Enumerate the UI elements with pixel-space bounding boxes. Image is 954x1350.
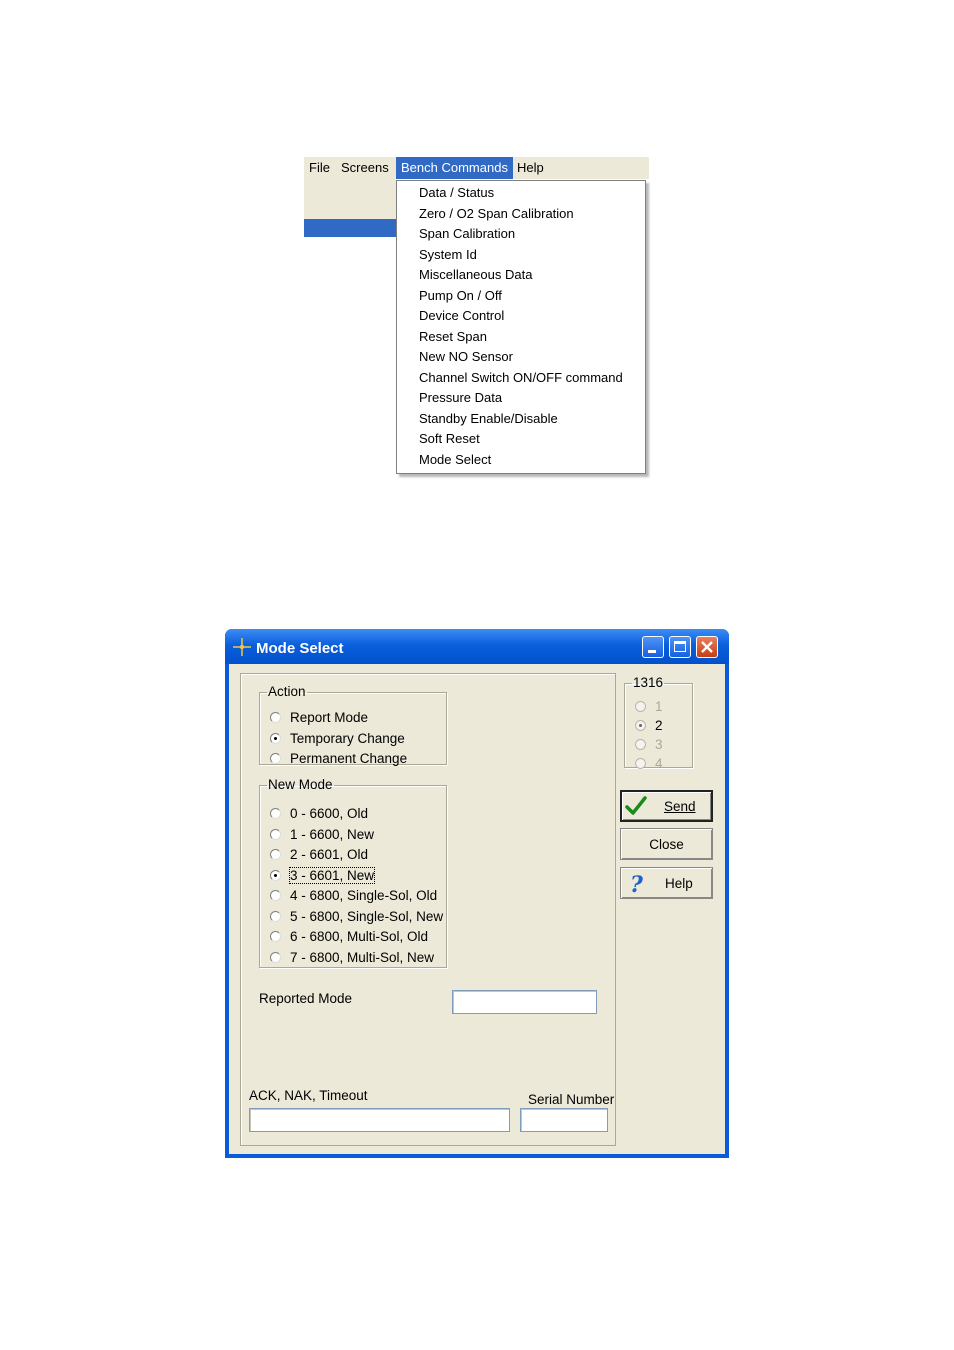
radio-label: Report Mode — [290, 710, 369, 725]
ack-nak-timeout-label: ACK, NAK, Timeout — [249, 1088, 368, 1103]
send-button-label: Send — [664, 798, 696, 814]
menu-item-data-status[interactable]: Data / Status — [419, 185, 495, 200]
radio-button[interactable] — [270, 931, 281, 942]
radio-button — [635, 739, 646, 750]
radio-channel-3 — [635, 735, 663, 755]
menu-item-pressure-data[interactable]: Pressure Data — [419, 390, 503, 405]
minimize-icon — [648, 650, 656, 653]
radio-button[interactable] — [270, 829, 281, 840]
menu-item-span-calibration[interactable]: Span Calibration — [419, 226, 516, 241]
reported-mode-label: Reported Mode — [259, 991, 353, 1006]
radio-mode-0[interactable] — [270, 804, 368, 824]
radio-label: 5 - 6800, Single-Sol, New — [290, 909, 444, 924]
checkmark-icon — [625, 795, 647, 817]
new-mode-group — [259, 778, 447, 968]
radio-label: 0 - 6600, Old — [290, 806, 369, 821]
menu-item-channel-switch[interactable]: Channel Switch ON/OFF command — [419, 369, 623, 385]
dialog-client-area — [229, 664, 725, 1154]
action-legend: Action — [268, 684, 306, 699]
ack-nak-timeout-field[interactable] — [249, 1108, 510, 1132]
close-button[interactable] — [620, 828, 713, 860]
radio-button[interactable] — [270, 712, 281, 723]
action-group — [259, 685, 447, 765]
radio-label: 1 - 6600, New — [290, 827, 375, 842]
bench-commands-dropdown — [396, 180, 646, 474]
title-bar[interactable] — [225, 629, 729, 664]
crosshair-app-icon — [233, 638, 251, 656]
radio-label: 1 — [655, 699, 663, 714]
menu-item-reset-span[interactable]: Reset Span — [419, 328, 487, 344]
menu-item-device-control[interactable]: Device Control — [419, 308, 505, 323]
radio-label: 3 — [655, 737, 663, 752]
channel-legend: 1316 — [633, 675, 664, 690]
radio-mode-5[interactable] — [270, 907, 443, 927]
radio-label: 2 — [655, 718, 663, 733]
radio-button[interactable] — [270, 733, 281, 744]
radio-label: 7 - 6800, Multi-Sol, New — [290, 950, 435, 965]
radio-button[interactable] — [270, 952, 281, 963]
radio-button[interactable] — [270, 849, 281, 860]
radio-button — [635, 720, 646, 731]
radio-label: Temporary Change — [290, 731, 405, 746]
menu-item-soft-reset[interactable]: Soft Reset — [419, 431, 480, 446]
radio-mode-6[interactable] — [270, 927, 428, 947]
svg-text:?: ? — [630, 872, 643, 894]
menu-item-new-no-sensor[interactable]: New NO Sensor — [419, 349, 513, 364]
selection-highlight — [304, 219, 396, 237]
radio-label: 6 - 6800, Multi-Sol, Old — [290, 929, 429, 944]
menu-item-system-id[interactable]: System Id — [419, 246, 477, 262]
radio-button[interactable] — [270, 808, 281, 819]
help-question-icon — [626, 872, 648, 894]
menu-item-miscellaneous-data[interactable]: Miscellaneous Data — [419, 267, 533, 282]
serial-number-label: Serial Number — [528, 1092, 615, 1107]
help-button[interactable] — [620, 867, 713, 899]
radio-label: 4 — [655, 756, 663, 771]
radio-button — [635, 758, 646, 769]
menu-item-pump-on-off[interactable]: Pump On / Off — [419, 287, 502, 303]
help-button-label: Help — [665, 875, 693, 891]
radio-label: Permanent Change — [290, 751, 408, 766]
menu-help[interactable]: Help — [517, 160, 544, 175]
menu-bar — [304, 157, 649, 179]
radio-label: 4 - 6800, Single-Sol, Old — [290, 888, 438, 903]
radio-channel-1 — [635, 697, 663, 717]
close-icon — [697, 637, 717, 657]
close-window-button[interactable] — [696, 636, 718, 658]
radio-channel-2 — [635, 716, 663, 736]
radio-button[interactable] — [270, 890, 281, 901]
menu-item-mode-select[interactable]: Mode Select — [419, 451, 492, 467]
radio-label: 2 - 6601, Old — [290, 847, 369, 862]
channel-1316-group — [624, 675, 693, 771]
radio-button[interactable] — [270, 870, 281, 881]
send-button[interactable] — [620, 790, 713, 822]
menu-screenshot — [304, 157, 649, 477]
serial-number-field[interactable] — [520, 1108, 608, 1132]
reported-mode-field[interactable] — [452, 990, 597, 1014]
radio-button[interactable] — [270, 911, 281, 922]
radio-mode-4[interactable] — [270, 886, 437, 906]
radio-mode-3[interactable] — [270, 866, 374, 886]
radio-permanent-change[interactable] — [270, 749, 407, 769]
radio-button[interactable] — [270, 753, 281, 764]
menu-item-zero-o2-span-calibration[interactable]: Zero / O2 Span Calibration — [419, 205, 574, 221]
maximize-icon — [674, 641, 686, 652]
radio-report-mode[interactable] — [270, 708, 368, 728]
maximize-button[interactable] — [669, 636, 691, 658]
close-button-label: Close — [649, 836, 684, 852]
radio-label: 3 - 6601, New — [290, 868, 375, 883]
new-mode-legend: New Mode — [268, 777, 333, 792]
main-panel — [240, 673, 616, 1146]
mode-select-window — [225, 629, 729, 1158]
radio-mode-7[interactable] — [270, 948, 434, 968]
window-title: Mode Select — [256, 640, 344, 657]
menu-bench-commands[interactable]: Bench Commands — [396, 157, 513, 179]
minimize-button[interactable] — [642, 636, 664, 658]
radio-mode-2[interactable] — [270, 845, 368, 865]
radio-channel-4 — [635, 754, 663, 774]
menu-screens[interactable]: Screens — [341, 160, 389, 175]
menu-file[interactable]: File — [309, 160, 330, 175]
radio-button — [635, 701, 646, 712]
radio-mode-1[interactable] — [270, 825, 374, 845]
radio-temporary-change[interactable] — [270, 729, 405, 749]
menu-item-standby-enable-disable[interactable]: Standby Enable/Disable — [419, 410, 558, 426]
